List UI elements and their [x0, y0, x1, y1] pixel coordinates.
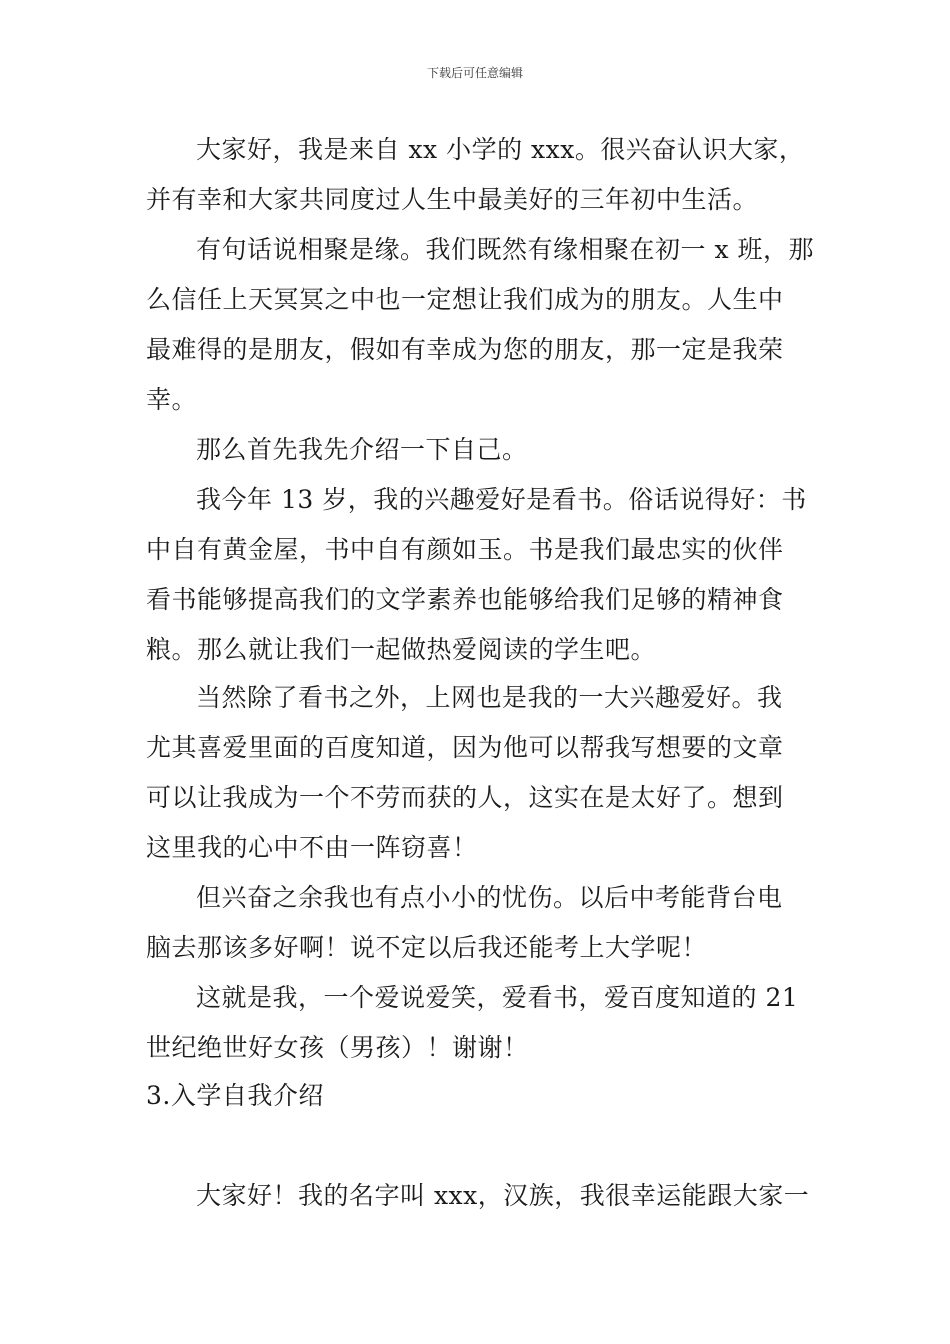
text-line: 当然除了看书之外，上网也是我的一大兴趣爱好。我 — [196, 683, 783, 712]
text-line: 可以让我成为一个不劳而获的人，这实在是太好了。想到 — [146, 783, 784, 812]
text-line: 并有幸和大家共同度过人生中最美好的三年初中生活。 — [146, 185, 759, 214]
text-line: 看书能够提高我们的文学素养也能够给我们足够的精神食 — [146, 585, 784, 614]
text-line: 我今年 13 岁，我的兴趣爱好是看书。俗话说得好：书 — [196, 485, 807, 514]
text-line: 大家好！我的名字叫 xxx，汉族，我很幸运能跟大家一 — [196, 1181, 810, 1210]
text-line: 有句话说相聚是缘。我们既然有缘相聚在初一 x 班，那 — [196, 235, 814, 264]
text-line: 但兴奋之余我也有点小小的忧伤。以后中考能背台电 — [196, 883, 783, 912]
text-line: 么信任上天冥冥之中也一定想让我们成为的朋友。人生中 — [146, 285, 784, 314]
text-line: 世纪绝世好女孩（男孩）！谢谢！ — [146, 1033, 529, 1062]
text-line: 那么首先我先介绍一下自己。 — [196, 435, 528, 464]
text-line: 中自有黄金屋，书中自有颜如玉。书是我们最忠实的伙伴 — [146, 535, 784, 564]
page-header: 下载后可任意编辑 — [426, 66, 523, 80]
text-line: 尤其喜爱里面的百度知道，因为他可以帮我写想要的文章 — [146, 733, 784, 762]
text-line: 幸。 — [146, 385, 198, 414]
section-heading: 3.入学自我介绍 — [146, 1081, 324, 1110]
text-line: 这就是我，一个爱说爱笑，爱看书，爱百度知道的 21 — [196, 983, 799, 1012]
text-line: 大家好，我是来自 xx 小学的 xxx。很兴奋认识大家， — [196, 135, 805, 164]
text-line: 脑去那该多好啊！说不定以后我还能考上大学呢！ — [146, 933, 708, 962]
text-line: 粮。那么就让我们一起做热爱阅读的学生吧。 — [146, 635, 657, 664]
text-line: 最难得的是朋友，假如有幸成为您的朋友，那一定是我荣 — [146, 335, 784, 364]
text-line: 这里我的心中不由一阵窃喜！ — [146, 833, 478, 862]
